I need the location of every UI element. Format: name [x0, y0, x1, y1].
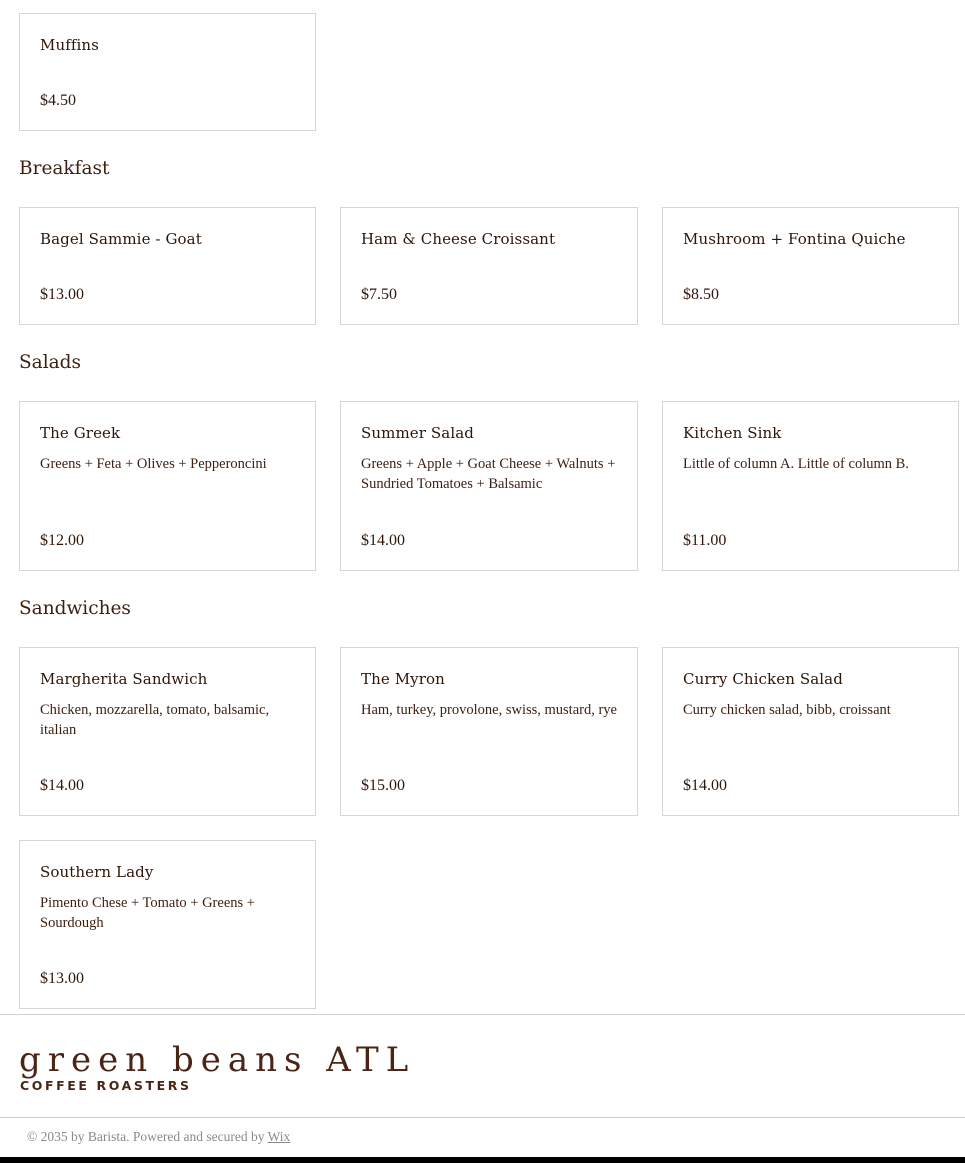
menu-item-name: Ham & Cheese Croissant: [361, 230, 556, 248]
menu-item-description: Pimento Chese + Tomato + Greens + Sourdough: [40, 895, 255, 931]
brand-logo[interactable]: green beans ATL: [19, 1040, 416, 1080]
menu-item-price: $14.00: [683, 777, 727, 794]
menu-item-description: Greens + Feta + Olives + Pepperoncini: [40, 456, 267, 472]
section-title-breakfast: Breakfast: [19, 158, 110, 179]
menu-item-card: [662, 207, 959, 325]
footer-divider: [0, 1014, 965, 1015]
footer-divider-lower: [0, 1117, 965, 1118]
section-title-salads: Salads: [19, 352, 81, 373]
menu-item-price: $14.00: [361, 532, 405, 549]
menu-item-price: $4.50: [40, 92, 76, 109]
menu-item-price: $7.50: [361, 286, 397, 303]
menu-item-card: [19, 647, 316, 816]
brand-tagline: COFFEE ROASTERS: [20, 1078, 192, 1093]
menu-item-name: Muffins: [40, 36, 99, 54]
menu-item-name: The Myron: [361, 670, 445, 688]
menu-item-price: $13.00: [40, 970, 84, 987]
copyright-label: © 2035 by Barista. Powered and secured by: [27, 1129, 268, 1144]
menu-item-name: Mushroom + Fontina Quiche: [683, 230, 906, 248]
menu-item-card: [340, 401, 638, 571]
menu-item-name: Bagel Sammie - Goat: [40, 230, 202, 248]
menu-item-price: $14.00: [40, 777, 84, 794]
menu-item-card: [662, 401, 959, 571]
menu-item-name: Summer Salad: [361, 424, 474, 442]
menu-item-card: [19, 840, 316, 1009]
menu-item-description: Greens + Apple + Goat Cheese + Walnuts + Sundried Tomatoes + Balsamic: [361, 456, 616, 492]
menu-item-name: The Greek: [40, 424, 121, 442]
menu-item-card: [662, 647, 959, 816]
menu-item-card: [340, 207, 638, 325]
wix-link[interactable]: Wix: [267, 1129, 291, 1144]
menu-item-price: $15.00: [361, 777, 405, 794]
menu-item-description: Ham, turkey, provolone, swiss, mustard, rye: [361, 702, 617, 718]
menu-item-card: [19, 13, 316, 131]
menu-item-price: $8.50: [683, 286, 719, 303]
menu-item-card: [19, 207, 316, 325]
menu-item-name: Kitchen Sink: [683, 424, 782, 442]
menu-item-card: [19, 401, 316, 571]
menu-item-description: Little of column A. Little of column B.: [683, 456, 909, 472]
menu-item-card: [340, 647, 638, 816]
menu-item-description: Curry chicken salad, bibb, croissant: [683, 702, 891, 718]
copyright-text: [27, 1129, 290, 1145]
bottom-bar: [0, 1157, 965, 1163]
menu-item-name: Margherita Sandwich: [40, 670, 208, 688]
section-title-sandwiches: Sandwiches: [19, 598, 131, 619]
menu-item-price: $11.00: [683, 532, 727, 549]
menu-item-description: Chicken, mozzarella, tomato, balsamic, italian: [40, 702, 270, 738]
menu-item-price: $12.00: [40, 532, 84, 549]
menu-item-price: $13.00: [40, 286, 84, 303]
menu-item-name: Southern Lady: [40, 863, 154, 881]
menu-item-name: Curry Chicken Salad: [683, 670, 843, 688]
